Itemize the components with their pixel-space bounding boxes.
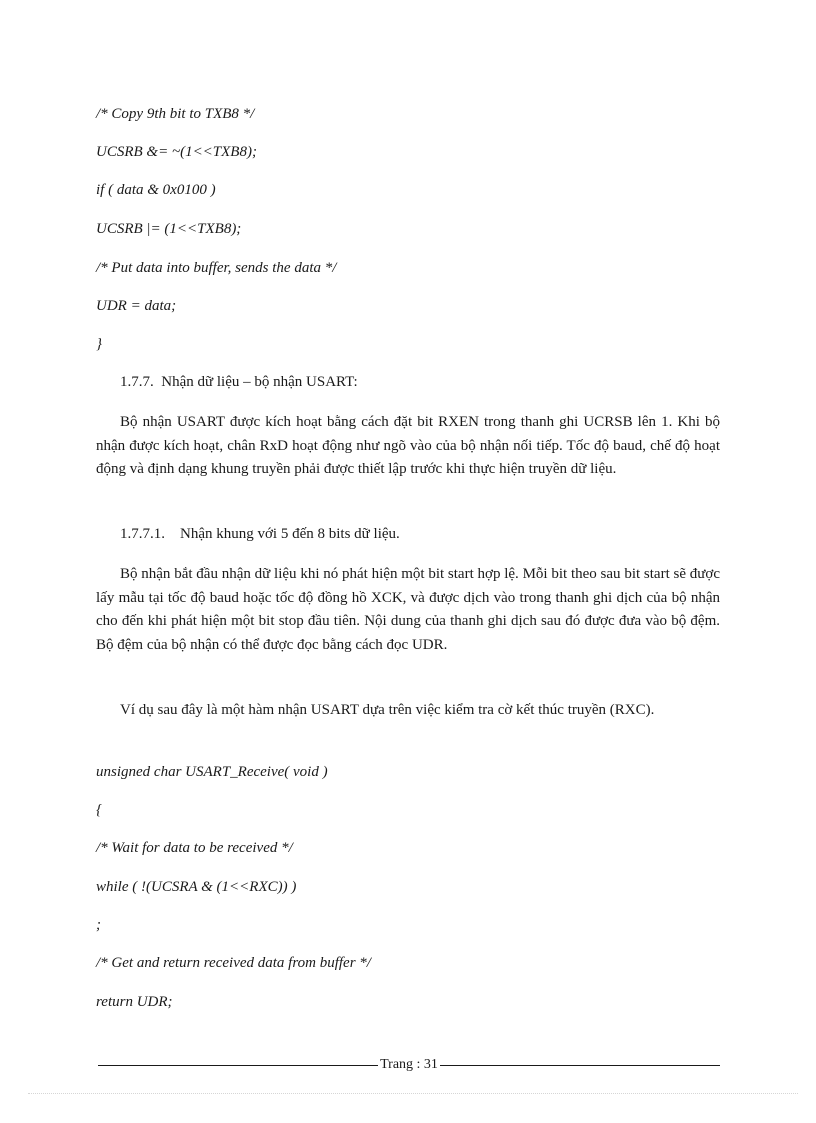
code-line: UCSRB |= (1<<TXB8); — [96, 221, 242, 237]
section-heading: 1.7.7. Nhận dữ liệu – bộ nhận USART: — [120, 374, 358, 390]
code-line: /* Wait for data to be received */ — [96, 840, 293, 856]
body-paragraph: Bộ nhận bắt đầu nhận dữ liệu khi nó phát hiện một bit start hợp lệ. Mỗi bit theo sau bit start sẽ được lấy mẫu tại tốc độ baud hoặc tốc độ đồng hồ XCK, và được dịch vào trong thanh ghi dịch của bộ nhận cho đến khi phát hiện một bit stop đầu tiên. Nội dung của thanh ghi dịch sau đó được đưa vào bộ đệm. Bộ đệm của bộ nhận có thể được đọc bằng cách đọc UDR. — [96, 566, 720, 653]
code-line: UDR = data; — [96, 298, 177, 314]
page-footer — [98, 1054, 720, 1076]
body-paragraph: Bộ nhận USART được kích hoạt bằng cách đặt bit RXEN trong thanh ghi UCRSB lên 1. Khi bộ nhận được kích hoạt, chân RxD hoạt động như ngõ vào của bộ nhận nối tiếp. Tốc độ baud, chế độ hoạt động và định dạng khung truyền phải được thiết lập trước khi thực hiện truyền dữ liệu. — [96, 414, 720, 477]
code-line: while ( !(UCSRA & (1<<RXC)) ) — [96, 879, 297, 895]
code-line: { — [96, 802, 102, 818]
example-intro-paragraph: Ví dụ sau đây là một hàm nhận USART dựa trên việc kiểm tra cờ kết thúc truyền (RXC). — [120, 702, 655, 718]
code-line: unsigned char USART_Receive( void ) — [96, 764, 328, 780]
code-line: ; — [96, 917, 101, 933]
code-line: } — [96, 336, 102, 352]
page-edge-divider — [28, 1093, 798, 1094]
footer-rule-left — [98, 1065, 378, 1066]
footer-rule-right — [440, 1065, 720, 1066]
code-line: /* Get and return received data from buffer */ — [96, 955, 371, 971]
page-number: Trang : 31 — [380, 1057, 438, 1072]
code-line: return UDR; — [96, 994, 173, 1010]
code-line: /* Put data into buffer, sends the data */ — [96, 260, 337, 276]
code-line: if ( data & 0x0100 ) — [96, 182, 216, 198]
code-line: /* Copy 9th bit to TXB8 */ — [96, 106, 255, 122]
subsection-heading: 1.7.7.1. Nhận khung với 5 đến 8 bits dữ liệu. — [120, 526, 400, 542]
code-line: UCSRB &= ~(1<<TXB8); — [96, 144, 257, 160]
